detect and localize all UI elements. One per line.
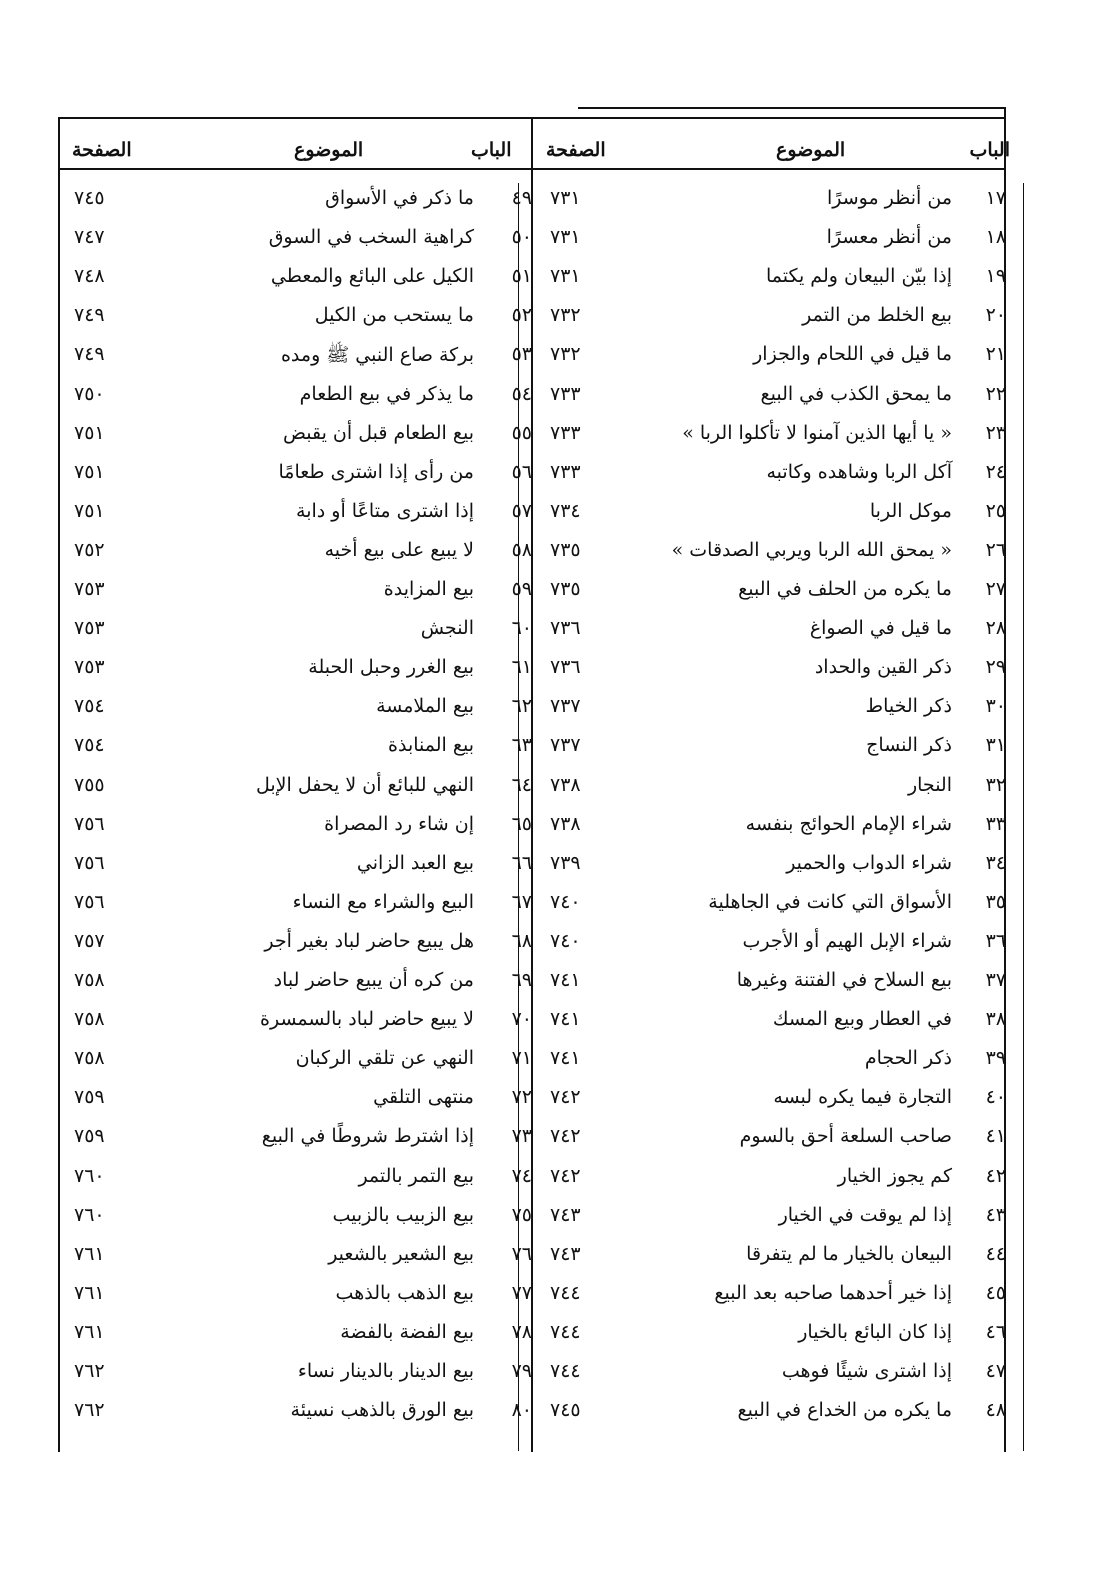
chapter-topic: ما قيل في اللحام والجزار <box>753 343 952 366</box>
page-number: ٧٣٦ <box>550 617 581 640</box>
page-number: ٧٤٩ <box>74 343 105 366</box>
chapter-topic: بيع الشعير بالشعير <box>328 1242 474 1265</box>
index-row <box>58 1321 1006 1359</box>
chapter-topic: آكل الربا وشاهده وكاتبه <box>766 460 952 483</box>
index-row <box>58 813 1006 851</box>
chapter-number: ٤٨ <box>985 1399 1006 1422</box>
chapter-number: ٢٩ <box>985 656 1006 679</box>
chapter-topic: النجار <box>907 773 952 796</box>
chapter-number: ٥١ <box>511 265 532 288</box>
page-number: ٧٥٧ <box>74 929 105 952</box>
chapter-topic: ذكر النساج <box>866 734 952 757</box>
page-number: ٧٥٠ <box>74 382 105 405</box>
chapter-number: ٧٤ <box>511 1164 532 1187</box>
index-row <box>58 1086 1006 1124</box>
page-number: ٧٥٣ <box>74 617 105 640</box>
chapter-topic: بيع المنابذة <box>388 734 474 757</box>
chapter-topic: ذكر الحجام <box>864 1047 952 1070</box>
page-number: ٧٣١ <box>550 226 581 249</box>
chapter-number: ٤١ <box>985 1125 1006 1148</box>
chapter-number: ٢٠ <box>985 304 1006 327</box>
page-number: ٧٤٥ <box>74 187 105 209</box>
chapter-topic: ذكر القين والحداد <box>814 656 952 679</box>
top-rule-extension <box>578 107 1006 109</box>
page-number: ٧٦١ <box>74 1242 105 1265</box>
page-number: ٧٤١ <box>550 969 581 991</box>
header-mawdu-left: الموضوع <box>294 139 364 161</box>
page-number: ٧٤٤ <box>550 1360 581 1382</box>
header-safha-right: الصفحة <box>546 139 606 161</box>
page-number: ٧٥٢ <box>74 538 105 561</box>
chapter-number: ٢٦ <box>985 538 1006 561</box>
chapter-topic: ما يستحب من الكيل <box>314 304 474 327</box>
chapter-number: ٦٢ <box>511 695 532 718</box>
chapter-number: ٢٣ <box>985 421 1006 444</box>
chapter-number: ٤٧ <box>985 1360 1006 1382</box>
index-table <box>58 107 1010 1452</box>
chapter-topic: من أنظر معسرًا <box>826 226 952 249</box>
chapter-number: ٣٩ <box>985 1047 1006 1070</box>
chapter-number: ٤٣ <box>985 1203 1006 1226</box>
page-number: ٧٥٦ <box>74 812 105 835</box>
chapter-number: ٣٢ <box>985 773 1006 796</box>
chapter-number: ٤٤ <box>985 1242 1006 1265</box>
chapter-number: ٧٩ <box>511 1360 532 1382</box>
page-number: ٧٥٤ <box>74 695 105 718</box>
chapter-topic: الأسواق التي كانت في الجاهلية <box>708 890 952 913</box>
index-row <box>58 1165 1006 1203</box>
chapter-topic: بيع الزبيب بالزبيب <box>332 1203 474 1226</box>
chapter-topic: إذا خير أحدهما صاحبه بعد البيع <box>714 1281 952 1304</box>
index-row <box>58 891 1006 929</box>
chapter-number: ٦٧ <box>511 890 532 913</box>
chapter-number: ٦٤ <box>511 773 532 796</box>
chapter-topic: بيع الفضة بالفضة <box>340 1320 474 1343</box>
page-number: ٧٥٤ <box>74 734 105 757</box>
chapter-number: ٧٥ <box>511 1203 532 1226</box>
chapter-topic: بيع الذهب بالذهب <box>335 1281 474 1304</box>
index-row <box>58 852 1006 890</box>
chapter-number: ٢٢ <box>985 382 1006 405</box>
chapter-topic: موكل الربا <box>869 499 952 522</box>
page-number: ٧٣٣ <box>550 460 581 483</box>
index-row <box>58 422 1006 460</box>
chapter-topic: شراء الإبل الهيم أو الأجرب <box>742 929 952 952</box>
chapter-topic: ما يكره من الخداع في البيع <box>737 1399 952 1422</box>
page-number: ٧٤٢ <box>550 1086 581 1109</box>
page-number: ٧٣٨ <box>550 812 581 835</box>
page-number: ٧٤٢ <box>550 1125 581 1148</box>
page-number: ٧٣٧ <box>550 695 581 718</box>
chapter-number: ٧٧ <box>511 1281 532 1304</box>
page-number: ٧٦٠ <box>74 1203 105 1226</box>
index-row <box>58 343 1006 381</box>
chapter-number: ٨٠ <box>511 1399 532 1422</box>
page-number: ٧٣٢ <box>550 304 581 327</box>
page-number: ٧٦٠ <box>74 1164 105 1187</box>
index-row <box>58 1204 1006 1242</box>
index-row <box>58 734 1006 772</box>
index-row <box>58 500 1006 538</box>
page-number: ٧٤٢ <box>550 1164 581 1187</box>
page-number: ٧٣١ <box>550 187 581 209</box>
chapter-number: ٣٦ <box>985 929 1006 952</box>
chapter-number: ٧١ <box>511 1047 532 1070</box>
chapter-number: ٥٣ <box>511 343 532 366</box>
chapter-topic: صاحب السلعة أحق بالسوم <box>739 1125 952 1148</box>
chapter-number: ٣٥ <box>985 890 1006 913</box>
page-number: ٧٥٣ <box>74 656 105 679</box>
chapter-number: ٦٨ <box>511 929 532 952</box>
chapter-topic: بيع الدينار بالدينار نساء <box>297 1360 474 1382</box>
chapter-topic: من رأى إذا اشترى طعامًا <box>278 460 474 483</box>
page-number: ٧٥٨ <box>74 1047 105 1070</box>
index-row <box>58 461 1006 499</box>
index-row <box>58 695 1006 733</box>
chapter-number: ٤٦ <box>985 1320 1006 1343</box>
chapter-topic: لا يبيع حاضر لباد بالسمسرة <box>260 1008 474 1031</box>
chapter-number: ٦٩ <box>511 969 532 991</box>
chapter-topic: ما يكره من الحلف في البيع <box>738 578 952 600</box>
chapter-number: ٤٩ <box>511 187 532 209</box>
page-number: ٧٤٤ <box>550 1281 581 1304</box>
chapter-number: ٧٨ <box>511 1320 532 1343</box>
page-number: ٧٥٥ <box>74 773 105 796</box>
index-row <box>58 1360 1006 1398</box>
chapter-number: ٤٠ <box>985 1086 1006 1109</box>
chapter-number: ٣٨ <box>985 1008 1006 1031</box>
index-row <box>58 578 1006 616</box>
chapter-number: ٣١ <box>985 734 1006 757</box>
page-number: ٧٥٦ <box>74 851 105 874</box>
page-number: ٧٣١ <box>550 265 581 288</box>
index-row <box>58 187 1006 225</box>
chapter-number: ٥٤ <box>511 382 532 405</box>
chapter-topic: منتهى التلقي <box>373 1086 474 1109</box>
page-number: ٧٥١ <box>74 460 105 483</box>
chapter-topic: من أنظر موسرًا <box>826 187 952 209</box>
chapter-topic: البيع والشراء مع النساء <box>292 890 474 913</box>
chapter-topic: ما يذكر في بيع الطعام <box>299 382 474 405</box>
header-bab-left: الباب <box>471 139 512 161</box>
index-row <box>58 304 1006 342</box>
page-number: ٧٦١ <box>74 1281 105 1304</box>
page-number: ٧٣٣ <box>550 421 581 444</box>
chapter-number: ٣٣ <box>985 812 1006 835</box>
page-number: ٧٤٧ <box>74 226 105 249</box>
header-bab-right: الباب <box>969 139 1010 161</box>
chapter-topic: بركة صاع النبي ﷺ ومده <box>280 344 474 367</box>
index-row <box>58 1282 1006 1320</box>
chapter-topic: بيع الورق بالذهب نسيئة <box>290 1399 474 1422</box>
chapter-number: ١٨ <box>985 226 1006 249</box>
chapter-topic: إذا كان البائع بالخيار <box>798 1320 952 1343</box>
chapter-number: ٤٥ <box>985 1281 1006 1304</box>
chapter-topic: إذا اشترط شروطًا في البيع <box>261 1125 474 1148</box>
chapter-number: ٢١ <box>985 343 1006 366</box>
right-column-rule <box>1023 183 1024 1451</box>
index-row <box>58 774 1006 812</box>
chapter-topic: بيع الخلط من التمر <box>802 304 952 327</box>
page-number: ٧٤١ <box>550 1008 581 1031</box>
chapter-number: ٤٢ <box>985 1164 1006 1187</box>
chapter-number: ٥٠ <box>511 226 532 249</box>
chapter-topic: بيع العبد الزاني <box>356 851 474 874</box>
page-number: ٧٦١ <box>74 1320 105 1343</box>
chapter-number: ٦٣ <box>511 734 532 757</box>
chapter-topic: التجارة فيما يكره لبسه <box>773 1086 952 1109</box>
chapter-number: ٢٧ <box>985 578 1006 600</box>
chapter-topic: بيع السلاح في الفتنة وغيرها <box>736 969 952 991</box>
page-number: ٧٤٣ <box>550 1242 581 1265</box>
page-number: ٧٣٣ <box>550 382 581 405</box>
page-number: ٧٥٩ <box>74 1125 105 1148</box>
chapter-topic: « يمحق الله الربا ويربي الصدقات » <box>671 538 952 561</box>
chapter-topic: بيع الغرر وحبل الحبلة <box>308 656 474 679</box>
index-row <box>58 539 1006 577</box>
chapter-number: ٧٦ <box>511 1242 532 1265</box>
chapter-topic: بيع المزايدة <box>383 578 474 600</box>
page-number: ٧٥٦ <box>74 890 105 913</box>
chapter-number: ٣٠ <box>985 695 1006 718</box>
chapter-number: ٧٣ <box>511 1125 532 1148</box>
header-mawdu-right: الموضوع <box>776 139 846 161</box>
header-safha-left: الصفحة <box>72 139 132 161</box>
page-number: ٧٤٩ <box>74 304 105 327</box>
chapter-number: ١٧ <box>985 187 1006 209</box>
chapter-number: ٥٧ <box>511 499 532 522</box>
chapter-topic: النجش <box>420 617 474 640</box>
chapter-number: ٢٤ <box>985 460 1006 483</box>
chapter-topic: الكيل على البائع والمعطي <box>270 265 474 288</box>
chapter-number: ٧٠ <box>511 1008 532 1031</box>
chapter-topic: إذا اشترى متاعًا أو دابة <box>296 499 474 522</box>
page-number: ٧٥٨ <box>74 969 105 991</box>
page-number: ٧٤١ <box>550 1047 581 1070</box>
chapter-topic: النهي عن تلقي الركبان <box>295 1047 474 1070</box>
chapter-number: ٧٢ <box>511 1086 532 1109</box>
page-number: ٧٥١ <box>74 499 105 522</box>
chapter-topic: « يا أيها الذين آمنوا لا تأكلوا الربا » <box>682 421 952 444</box>
chapter-topic: النهي للبائع أن لا يحفل الإبل <box>255 773 474 796</box>
index-row <box>58 265 1006 303</box>
page-number: ٧٦٢ <box>74 1360 105 1382</box>
page-number: ٧٣٩ <box>550 851 581 874</box>
page-number: ٧٥٩ <box>74 1086 105 1109</box>
chapter-topic: بيع الملامسة <box>376 695 474 718</box>
page-number: ٧٤٤ <box>550 1320 581 1343</box>
chapter-number: ٥٥ <box>511 421 532 444</box>
index-row <box>58 617 1006 655</box>
chapter-topic: لا يبيع على بيع أخيه <box>324 538 474 561</box>
chapter-topic: بيع التمر بالتمر <box>358 1164 474 1187</box>
chapter-topic: بيع الطعام قبل أن يقبض <box>282 421 474 444</box>
page-number: ٧٣٥ <box>550 538 581 561</box>
chapter-number: ٦٥ <box>511 812 532 835</box>
index-row <box>58 1125 1006 1163</box>
chapter-topic: ما يمحق الكذب في البيع <box>760 382 952 405</box>
chapter-topic: إن شاء رد المصراة <box>324 812 474 835</box>
chapter-topic: شراء الدواب والحمير <box>786 851 952 874</box>
page-number: ٧٤٣ <box>550 1203 581 1226</box>
page-number: ٧٤٨ <box>74 265 105 288</box>
chapter-topic: ذكر الخياط <box>865 695 952 718</box>
chapter-number: ٦٠ <box>511 617 532 640</box>
chapter-number: ٥٦ <box>511 460 532 483</box>
chapter-number: ٥٩ <box>511 578 532 600</box>
index-row <box>58 930 1006 968</box>
page-number: ٧٥٨ <box>74 1008 105 1031</box>
index-row <box>58 1008 1006 1046</box>
chapter-topic: كراهية السخب في السوق <box>268 226 474 249</box>
page-number: ٧٤٠ <box>550 890 581 913</box>
page-number: ٧٣٨ <box>550 773 581 796</box>
chapter-topic: البيعان بالخيار ما لم يتفرقا <box>746 1242 952 1265</box>
chapter-topic: كم يجوز الخيار <box>837 1164 952 1187</box>
page-number: ٧٣٤ <box>550 499 581 522</box>
index-row <box>58 226 1006 264</box>
chapter-number: ٣٧ <box>985 969 1006 991</box>
page-number: ٧٣٦ <box>550 656 581 679</box>
chapter-topic: إذا لم يوقت في الخيار <box>778 1203 952 1226</box>
chapter-topic: إذا اشترى شيئًا فوهب <box>781 1360 952 1382</box>
index-row <box>58 1047 1006 1085</box>
page-number: ٧٥١ <box>74 421 105 444</box>
chapter-topic: من كره أن يبيع حاضر لباد <box>273 969 474 991</box>
chapter-topic: هل يبيع حاضر لباد بغير أجر <box>264 929 474 952</box>
chapter-number: ٥٢ <box>511 304 532 327</box>
chapter-number: ٢٥ <box>985 499 1006 522</box>
index-row <box>58 383 1006 421</box>
chapter-number: ١٩ <box>985 265 1006 288</box>
page-number: ٧٣٢ <box>550 343 581 366</box>
index-row <box>58 969 1006 1007</box>
chapter-number: ٥٨ <box>511 538 532 561</box>
page-number: ٧٣٥ <box>550 578 581 600</box>
chapter-topic: في العطار وبيع المسك <box>772 1008 952 1031</box>
index-row <box>58 1243 1006 1281</box>
chapter-topic: شراء الإمام الحوائج بنفسه <box>745 812 952 835</box>
chapter-number: ٦٦ <box>511 851 532 874</box>
chapter-topic: ما قيل في الصواغ <box>809 617 952 640</box>
page-number: ٧٦٢ <box>74 1399 105 1422</box>
chapter-number: ٢٨ <box>985 617 1006 640</box>
chapter-topic: إذا بيّن البيعان ولم يكتما <box>765 265 952 288</box>
chapter-number: ٦١ <box>511 656 532 679</box>
chapter-number: ٣٤ <box>985 851 1006 874</box>
page-number: ٧٣٧ <box>550 734 581 757</box>
page-number: ٧٤٠ <box>550 929 581 952</box>
index-row <box>58 1399 1006 1437</box>
page-number: ٧٥٣ <box>74 578 105 600</box>
page-number: ٧٤٥ <box>550 1399 581 1422</box>
chapter-topic: ما ذكر في الأسواق <box>325 187 474 209</box>
index-row <box>58 656 1006 694</box>
